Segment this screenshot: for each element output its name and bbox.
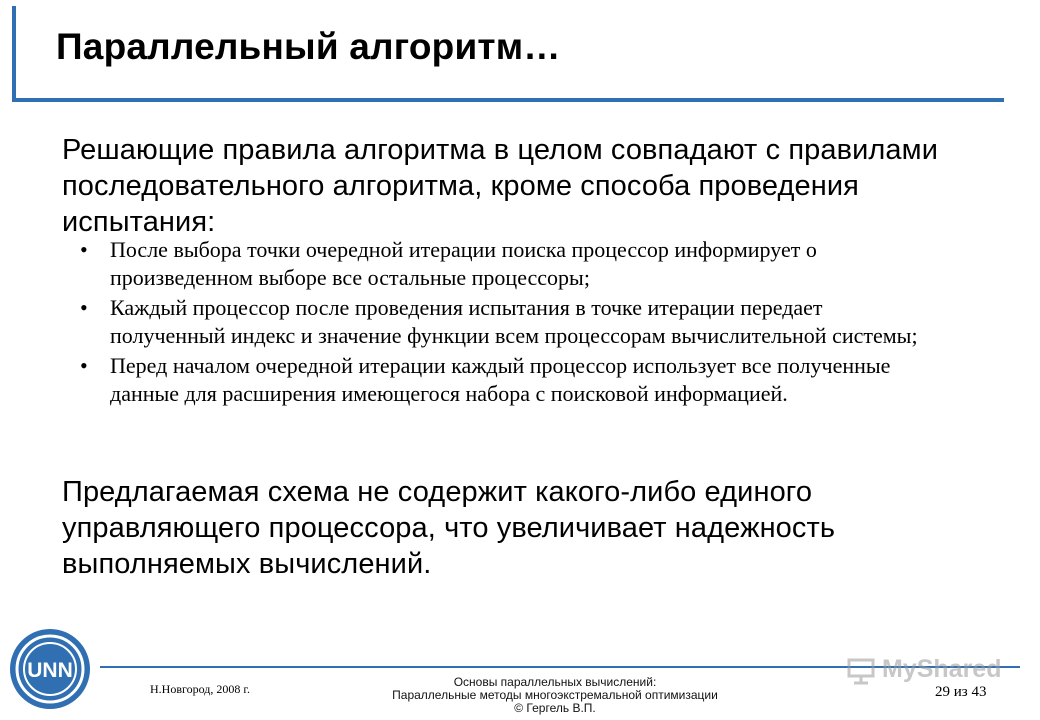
footer-course-info: [360, 676, 750, 715]
bullet-text: После выбора точки очередной итерации поиска процессор информирует о произведенном выборе все остальные процессоры;: [110, 237, 817, 290]
footer-course-line: Основы параллельных вычислений:: [453, 675, 657, 689]
footer-author: © Гергель В.П.: [514, 701, 596, 715]
bullet-item: [80, 352, 940, 408]
bullet-marker: •: [80, 353, 88, 378]
footer-city-year: Н.Новгород, 2008 г.: [150, 682, 250, 696]
unn-logo-icon: [6, 624, 94, 714]
title-accent-horizontal: [12, 98, 1004, 102]
bullet-item: [80, 236, 940, 292]
presentation-icon: [846, 656, 876, 686]
bullet-item: [80, 294, 940, 350]
logo-text: UNN: [27, 659, 73, 682]
bullet-text: Каждый процессор после проведения испытания в точке итерации передает полученный индекс и значение функции всем процессорам вычислительной системы;: [110, 295, 918, 348]
conclusion-paragraph: Предлагаемая схема не содержит какого-либо единого управляющего процессора, что увеличивает надежность выполняемых вычислений.: [62, 476, 836, 580]
watermark-text: MyShared: [882, 655, 1002, 683]
bullet-marker: •: [80, 295, 88, 320]
slide-title: Параллельный алгоритм…: [56, 26, 561, 67]
footer-course-line: Параллельные методы многоэкстремальной оптимизации: [392, 688, 718, 702]
page-number: 29 из 43: [935, 684, 987, 700]
watermark: [846, 648, 1016, 690]
intro-paragraph: Решающие правила алгоритма в целом совпадают с правилами последовательного алгоритма, кроме способа проведения испытания:: [62, 134, 938, 238]
bullet-text: Перед началом очередной итерации каждый процессор использует все полученные данные для расширения имеющегося набора с поисковой информацией.: [110, 353, 891, 406]
bullet-marker: •: [80, 237, 88, 262]
bullet-list: [80, 236, 940, 410]
title-accent-vertical: [12, 6, 16, 102]
